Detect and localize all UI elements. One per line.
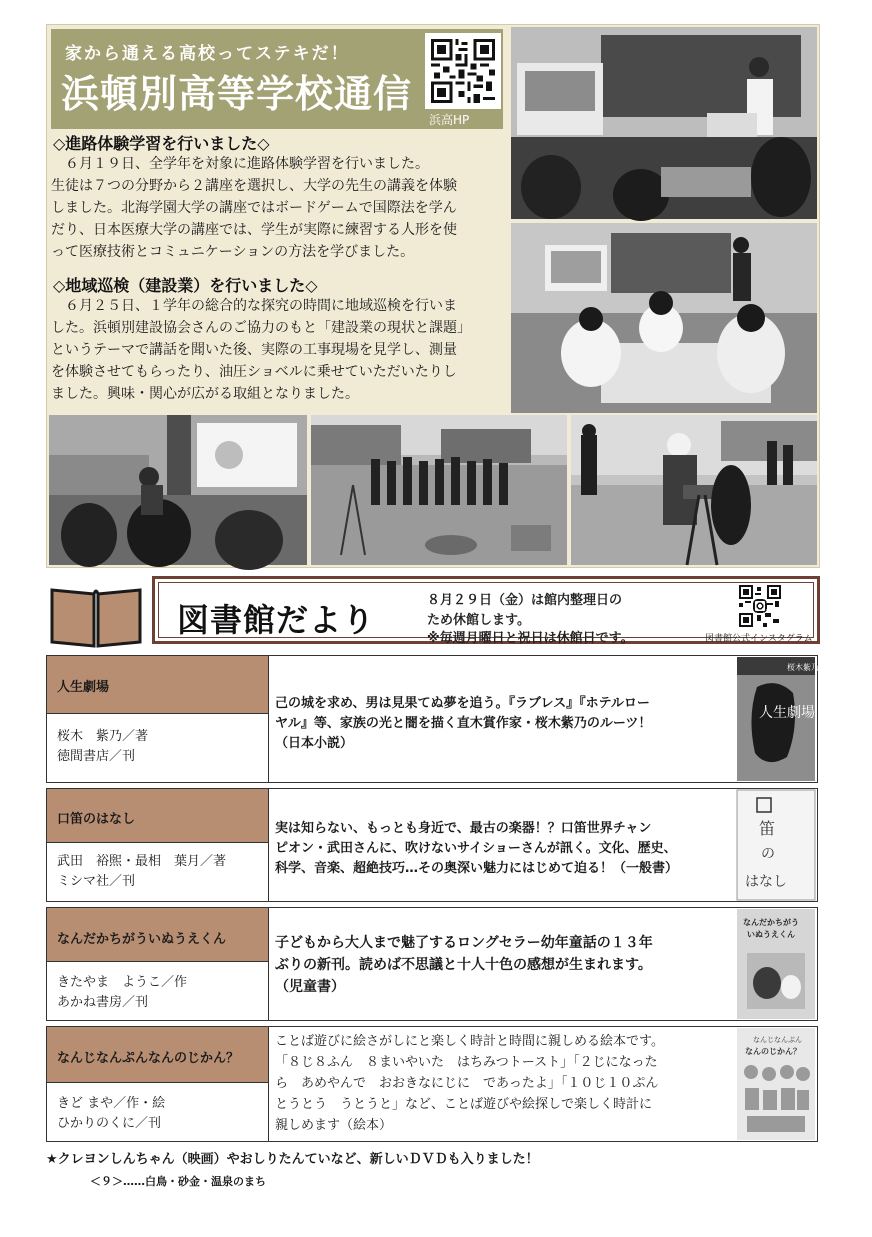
section1-line: って医療技術とコミュニケーションの方法を学びました。 xyxy=(51,244,415,260)
book-description-line: （日本小説） xyxy=(275,736,354,751)
book-entry xyxy=(46,907,818,1021)
section1-line: ６月１９日、全学年を対象に進路体験学習を行いました。 xyxy=(51,156,429,172)
book-author: きたやま ようこ／作 xyxy=(57,975,188,990)
book-cover xyxy=(737,790,815,900)
book-cover xyxy=(737,909,815,1019)
book-meta-cell xyxy=(47,843,269,901)
book-entry xyxy=(46,1026,818,1142)
book-description xyxy=(275,932,735,998)
library-notice-line: ※毎週月曜日と祝日は休館日です。 xyxy=(427,631,634,646)
book-description-line: 親しめます（絵本） xyxy=(275,1118,393,1133)
book-description-line: ピオン・武田さんに、吹けないサイショーさんが訊く。文化、歴史、 xyxy=(275,841,677,856)
book-title: 口笛のはなし xyxy=(57,812,136,827)
book-title: なんじなんぷんなんのじかん？ xyxy=(57,1051,240,1066)
book-description-line: 実は知らない、もっとも身近で、最古の楽器！？口笛世界チャン xyxy=(275,821,652,836)
book-meta-cell xyxy=(47,714,269,782)
book-title-cell xyxy=(47,789,269,843)
book-description xyxy=(275,694,735,754)
newsletter-header xyxy=(51,29,503,129)
open-book-icon xyxy=(46,580,146,650)
section2-line: を体験させてもらったり、油圧ショベルに乗せていただいたりし xyxy=(51,364,457,380)
footer-note: ★クレヨンしんちゃん（映画）やおしりたんていなど、新しいＤＶＤも入りました！ xyxy=(46,1152,539,1167)
library-header-inner xyxy=(158,582,814,646)
newsletter-title: 浜頓別高等学校通信 xyxy=(61,72,413,116)
page-number: ＜９＞……白鳥・砂金・温泉のまち xyxy=(90,1175,266,1188)
section2-line: ６月２５日、１学年の総合的な探究の時間に地域巡検を行いま xyxy=(51,298,457,314)
library-instagram-qr-code[interactable] xyxy=(739,585,781,627)
book-description-line: ぶりの新刊。読めば不思議と十人十色の感想が生まれます。 xyxy=(275,957,652,973)
section2-body xyxy=(51,295,507,405)
surveying-photo xyxy=(571,415,817,565)
section1-line: しました。北海学園大学の講座ではボードゲームで国際法を学ん xyxy=(51,200,457,216)
cover-title-part: なんのじかん？ xyxy=(745,1047,801,1056)
book-publisher: ひかりのくに／刊 xyxy=(57,1116,162,1131)
book-title-cell xyxy=(47,908,269,962)
book-title-cell xyxy=(47,1027,269,1083)
book-description-line: 子どもから大人まで魅了するロングセラー幼年童話の１３年 xyxy=(275,935,653,951)
school-qr-code[interactable] xyxy=(425,33,501,109)
construction-site-photo xyxy=(311,415,567,565)
book-title: 人生劇場 xyxy=(57,680,110,695)
school-newsletter xyxy=(46,24,820,568)
cover-title: 人生劇場 xyxy=(759,705,815,721)
section1-line: だり、日本医療大学の講座では、学生が実際に練習する人形を使 xyxy=(51,222,457,238)
book-meta-cell xyxy=(47,1083,269,1141)
cover-title-part: いぬうえくん xyxy=(747,930,795,939)
book-title: なんだかちがういぬうえくん xyxy=(57,932,227,947)
lecture-photo xyxy=(511,27,817,219)
book-author: 武田 裕煕・最相 葉月／著 xyxy=(57,854,227,869)
book-author: 桜木 紫乃／著 xyxy=(57,729,149,744)
book-description-line: ら あめやんで おおきなにじに であったよ」「１０じ１０ぷん xyxy=(275,1076,659,1091)
library-title: 図書館だより xyxy=(177,601,376,639)
library-qr-label: 図書館公式インスタグラム xyxy=(705,634,813,644)
book-description-line: ヤル』等、家族の光と闇を描く直木賞作家・桜木紫乃のルーツ！ xyxy=(275,716,652,731)
book-entry xyxy=(46,655,818,783)
book-meta-cell xyxy=(47,962,269,1020)
book-description-line: （児童書） xyxy=(275,979,345,995)
book-description-line: とうとう うとうと」など、ことば遊びや絵探しで楽しく時計に xyxy=(275,1097,653,1112)
boardgame-photo xyxy=(511,223,817,413)
book-description-line: ことば遊びに絵さがしにと楽しく時計と時間に親しめる絵本です。 xyxy=(275,1034,664,1049)
header-catchphrase: 家から通える高校ってステキだ！ xyxy=(65,44,350,64)
book-description-line: 科学、音楽、超絶技巧…その奥深い魅力にはじめて迫る！（一般書） xyxy=(275,861,679,876)
section2-line: というテーマで講話を聞いた後、実際の工事現場を見学し、測量 xyxy=(51,342,457,358)
library-notice-line: ８月２９日（金）は館内整理日の xyxy=(427,593,623,608)
section1-body xyxy=(51,153,507,263)
book-title-cell xyxy=(47,656,269,714)
book-cover xyxy=(737,1028,815,1140)
book-entry xyxy=(46,788,818,902)
section1-line: 生徒は７つの分野から２講座を選択し、大学の先生の講義を体験 xyxy=(51,178,457,194)
school-qr-label: 浜高HP xyxy=(429,113,470,127)
cover-title-part: 笛 xyxy=(759,819,776,838)
book-publisher: ミシマ社／刊 xyxy=(57,874,136,889)
book-publisher: 徳間書店／刊 xyxy=(57,749,136,764)
book-description xyxy=(275,819,735,879)
cover-title-part: はなし xyxy=(745,874,787,890)
book-author: きど まや／作・絵 xyxy=(57,1096,166,1111)
book-cover xyxy=(737,657,819,781)
cover-author: 桜木紫乃 xyxy=(787,663,819,672)
book-publisher: あかね書房／刊 xyxy=(57,995,149,1010)
book-description-line: 己の城を求め、男は見果てぬ夢を追う。『ラブレス』『ホテルロー xyxy=(275,696,650,711)
section2-line: した。浜頓別建設協会さんのご協力のもと「建設業の現状と課題」 xyxy=(51,320,471,336)
cover-title-part: の xyxy=(761,846,775,862)
book-description xyxy=(275,1031,735,1136)
library-header-box xyxy=(152,576,820,644)
section2-line: ました。興味・関心が広がる取組となりました。 xyxy=(51,386,359,402)
lecture-hall-photo xyxy=(49,415,307,565)
cover-title-part: なんじなんぷん xyxy=(753,1036,802,1044)
cover-title-part: なんだかちがう xyxy=(743,918,799,927)
book-description-line: 「８じ８ふん ８まいやいた はちみつトースト」「２じになった xyxy=(275,1055,658,1070)
section1-heading: ◇進路体験学習を行いました◇ xyxy=(53,134,270,153)
library-notice-line: ため休館します。 xyxy=(427,613,530,628)
section2-heading: ◇地域巡検（建設業）を行いました◇ xyxy=(53,276,318,295)
